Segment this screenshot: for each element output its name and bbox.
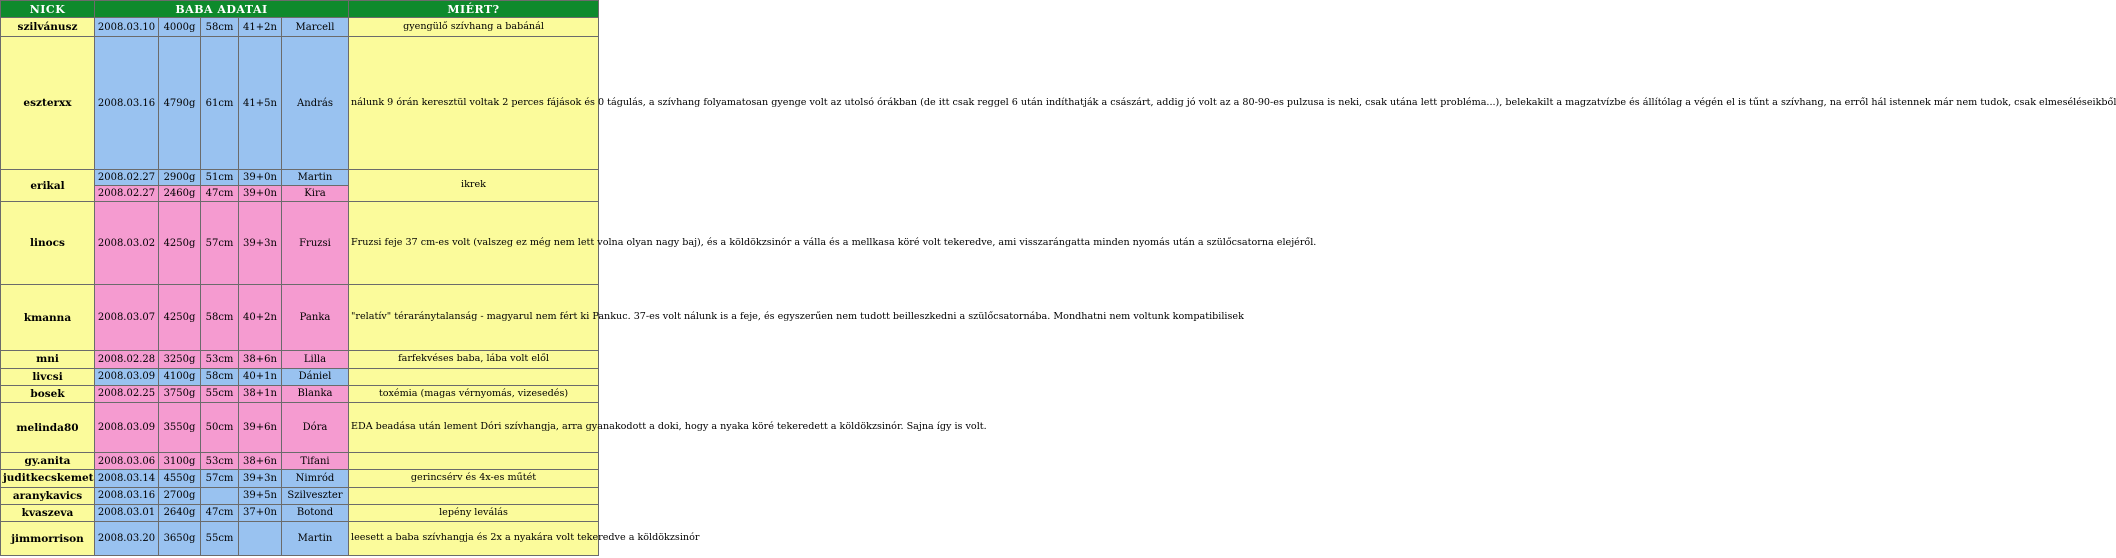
weight-cell: 4550g (159, 470, 201, 488)
nick-header: NICK (1, 1, 95, 18)
length-cell (201, 487, 239, 504)
date-cell: 2008.03.10 (95, 18, 159, 37)
length-cell: 53cm (201, 453, 239, 470)
weight-cell: 3550g (159, 403, 201, 453)
nick-cell: aranykavics (1, 487, 95, 504)
table-row (1, 170, 599, 186)
length-cell: 55cm (201, 385, 239, 403)
length-cell: 47cm (201, 186, 239, 202)
table-row (1, 368, 599, 385)
length-cell: 57cm (201, 470, 239, 488)
table-row (1, 470, 599, 488)
week-cell: 38+6n (239, 453, 282, 470)
date-cell: 2008.03.20 (95, 522, 159, 556)
weight-cell: 2900g (159, 170, 201, 186)
baby-name-cell: András (282, 37, 349, 170)
reason-cell: gyengülő szívhang a babánál (349, 18, 599, 37)
week-cell: 39+0n (239, 170, 282, 186)
reason-cell: ikrek (349, 170, 599, 202)
week-cell: 41+5n (239, 37, 282, 170)
length-cell: 57cm (201, 202, 239, 285)
reason-cell: farfekvéses baba, lába volt elől (349, 351, 599, 369)
baby-name-cell: Szilveszter (282, 487, 349, 504)
length-cell: 58cm (201, 285, 239, 351)
baby-name-cell: Panka (282, 285, 349, 351)
week-cell: 39+6n (239, 403, 282, 453)
baby-name-cell: Martin (282, 170, 349, 186)
weight-cell: 3100g (159, 453, 201, 470)
nick-cell: livcsi (1, 368, 95, 385)
weight-cell: 3650g (159, 522, 201, 556)
weight-cell: 4790g (159, 37, 201, 170)
table-row (1, 37, 599, 170)
length-cell: 50cm (201, 403, 239, 453)
weight-cell: 4250g (159, 285, 201, 351)
baby-name-cell: Marcell (282, 18, 349, 37)
reason-cell: leesett a baba szívhangja és 2x a nyakára volt tekeredve a köldökzsinór (349, 522, 599, 556)
reason-cell: gerincsérv és 4x-es műtét (349, 470, 599, 488)
reason-cell (349, 368, 599, 385)
header-row (1, 1, 599, 18)
nick-cell: kvaszeva (1, 504, 95, 522)
week-cell: 38+1n (239, 385, 282, 403)
nick-cell: erikal (1, 170, 95, 202)
table-row (1, 385, 599, 403)
date-cell: 2008.02.25 (95, 385, 159, 403)
table-row (1, 351, 599, 369)
week-cell: 39+5n (239, 487, 282, 504)
length-cell: 53cm (201, 351, 239, 369)
reason-cell: EDA beadása után lement Dóri szívhangja, arra gyanakodott a doki, hogy a nyaka köré tekeredett a köldökzsinór. Sajna így is volt. (349, 403, 599, 453)
date-cell: 2008.03.06 (95, 453, 159, 470)
week-cell: 37+0n (239, 504, 282, 522)
week-cell: 39+0n (239, 186, 282, 202)
reason-cell: Fruzsi feje 37 cm-es volt (valszeg ez még nem lett volna olyan nagy baj), és a köldökzsinór a válla és a mellkasa köré volt tekeredve, ami visszarángatta minden nyomás után a szülőcsatorna elejéről. (349, 202, 599, 285)
date-cell: 2008.03.01 (95, 504, 159, 522)
nick-cell: mni (1, 351, 95, 369)
week-cell: 40+1n (239, 368, 282, 385)
week-cell: 39+3n (239, 470, 282, 488)
nick-cell: bosek (1, 385, 95, 403)
weight-cell: 2460g (159, 186, 201, 202)
baby-name-cell: Botond (282, 504, 349, 522)
length-cell: 58cm (201, 368, 239, 385)
reason-cell: lepény leválás (349, 504, 599, 522)
baby-name-cell: Martin (282, 522, 349, 556)
nick-cell: juditkecskemet (1, 470, 95, 488)
reason-cell: nálunk 9 órán keresztül voltak 2 perces fájások és 0 tágulás, a szívhang folyamatosan gyenge volt az utolsó órákban (de itt csak reggel 6 után indíthatják a császárt, addig jó volt az a 80-90-es pulzusa is neki, csak utána lett probléma...), belekakilt a magzatvízbe és állítólag a végén el is tűnt a szívhang, na erről hál istennek már nem tudok, csak elmeséléseikből (349, 37, 599, 170)
date-cell: 2008.03.09 (95, 403, 159, 453)
weight-cell: 3750g (159, 385, 201, 403)
date-cell: 2008.02.28 (95, 351, 159, 369)
table-row (1, 522, 599, 556)
reason-cell (349, 487, 599, 504)
week-cell: 39+3n (239, 202, 282, 285)
baby-name-cell: Kira (282, 186, 349, 202)
date-cell: 2008.03.16 (95, 37, 159, 170)
reason-cell (349, 453, 599, 470)
nick-cell: gy.anita (1, 453, 95, 470)
table-row (1, 487, 599, 504)
length-cell: 51cm (201, 170, 239, 186)
weight-cell: 2640g (159, 504, 201, 522)
baby-data-header: BABA ADATAI (95, 1, 349, 18)
table-row (1, 202, 599, 285)
reason-cell: toxémia (magas vérnyomás, vizesedés) (349, 385, 599, 403)
date-cell: 2008.02.27 (95, 186, 159, 202)
weight-cell: 4250g (159, 202, 201, 285)
nick-cell: szilvánusz (1, 18, 95, 37)
date-cell: 2008.03.16 (95, 487, 159, 504)
baby-name-cell: Lilla (282, 351, 349, 369)
why-header: MIÉRT? (349, 1, 599, 18)
baby-name-cell: Dóra (282, 403, 349, 453)
weight-cell: 4100g (159, 368, 201, 385)
weight-cell: 4000g (159, 18, 201, 37)
week-cell (239, 522, 282, 556)
nick-cell: linocs (1, 202, 95, 285)
nick-cell: eszterxx (1, 37, 95, 170)
length-cell: 58cm (201, 18, 239, 37)
date-cell: 2008.03.02 (95, 202, 159, 285)
weight-cell: 2700g (159, 487, 201, 504)
weight-cell: 3250g (159, 351, 201, 369)
date-cell: 2008.03.09 (95, 368, 159, 385)
length-cell: 55cm (201, 522, 239, 556)
nick-cell: kmanna (1, 285, 95, 351)
table-row (1, 403, 599, 453)
date-cell: 2008.02.27 (95, 170, 159, 186)
date-cell: 2008.03.07 (95, 285, 159, 351)
date-cell: 2008.03.14 (95, 470, 159, 488)
baby-name-cell: Fruzsi (282, 202, 349, 285)
baby-name-cell: Blanka (282, 385, 349, 403)
nick-cell: jimmorrison (1, 522, 95, 556)
reason-cell: "relatív" téraránytalanság - magyarul nem fért ki Pankuc. 37-es volt nálunk is a feje, és egyszerűen nem tudott beilleszkedni a szülőcsatornába. Mondhatni nem voltunk kompatibilisek (349, 285, 599, 351)
table-row (1, 285, 599, 351)
nick-cell: melinda80 (1, 403, 95, 453)
week-cell: 38+6n (239, 351, 282, 369)
table-row (1, 453, 599, 470)
table-row (1, 18, 599, 37)
table-row (1, 504, 599, 522)
week-cell: 41+2n (239, 18, 282, 37)
week-cell: 40+2n (239, 285, 282, 351)
length-cell: 47cm (201, 504, 239, 522)
baby-name-cell: Tifani (282, 453, 349, 470)
baby-name-cell: Dániel (282, 368, 349, 385)
baby-name-cell: Nimród (282, 470, 349, 488)
length-cell: 61cm (201, 37, 239, 170)
